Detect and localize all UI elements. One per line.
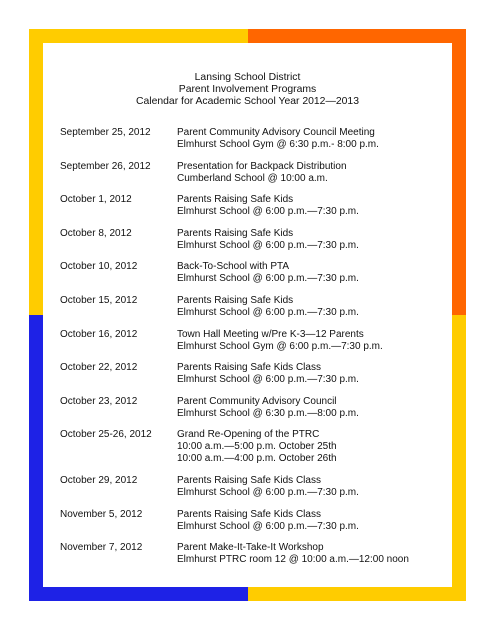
event-details — [177, 542, 409, 566]
event-row — [43, 127, 452, 161]
event-row — [43, 429, 452, 475]
event-date: October 29, 2012 — [60, 474, 138, 486]
border-top-left-yellow — [29, 29, 248, 43]
event-date: September 26, 2012 — [60, 160, 151, 172]
event-details — [177, 194, 359, 218]
event-location-time: Elmhurst School @ 6:00 p.m.—7:30 p.m. — [177, 374, 359, 386]
event-row — [43, 228, 452, 262]
event-row — [43, 295, 452, 329]
event-location-time: Elmhurst School @ 6:00 p.m.—7:30 p.m. — [177, 273, 359, 285]
event-date: October 15, 2012 — [60, 294, 138, 306]
event-row — [43, 194, 452, 228]
border-right-bottom-yellow — [452, 315, 466, 601]
event-details — [177, 261, 359, 285]
event-location-time: Cumberland School @ 10:00 a.m. — [177, 172, 328, 184]
event-location-time: Elmhurst School Gym @ 6:00 p.m.—7:30 p.m. — [177, 340, 383, 352]
event-row — [43, 261, 452, 295]
event-details — [177, 127, 379, 151]
event-details — [177, 475, 359, 499]
event-date: October 10, 2012 — [60, 261, 138, 273]
event-date: October 8, 2012 — [60, 227, 132, 239]
event-title: Presentation for Backpack Distribution — [177, 160, 347, 172]
event-date: October 1, 2012 — [60, 194, 132, 206]
document-header — [43, 72, 452, 109]
event-location-time: Elmhurst School @ 6:30 p.m.—8:00 p.m. — [177, 407, 359, 419]
event-row — [43, 329, 452, 363]
event-date: September 25, 2012 — [60, 127, 151, 138]
event-location-time: 10:00 a.m.—4:00 p.m. October 26th — [177, 453, 337, 465]
event-location-time: Elmhurst School @ 6:00 p.m.—7:30 p.m. — [177, 486, 359, 498]
event-row — [43, 542, 452, 576]
event-location-time: Elmhurst School @ 6:00 p.m.—7:30 p.m. — [177, 239, 359, 251]
border-left-top-yellow — [29, 29, 43, 315]
event-date: November 7, 2012 — [60, 542, 143, 554]
event-details — [177, 396, 359, 420]
event-row — [43, 161, 452, 195]
event-details — [177, 429, 337, 465]
event-date: November 5, 2012 — [60, 508, 143, 520]
event-row — [43, 509, 452, 543]
event-row — [43, 396, 452, 430]
event-details — [177, 509, 359, 533]
event-list — [43, 127, 452, 576]
event-title: Parent Community Advisory Council — [177, 395, 337, 407]
event-details — [177, 362, 359, 386]
event-title: Parents Raising Safe Kids — [177, 294, 294, 306]
event-title: Back-To-School with PTA — [177, 261, 290, 273]
event-details — [177, 329, 383, 353]
border-bottom-right-yellow — [248, 587, 466, 601]
event-details — [177, 161, 347, 185]
event-location-time: 10:00 a.m.—5:00 p.m. October 25th — [177, 441, 337, 453]
event-title: Parents Raising Safe Kids — [177, 227, 294, 239]
event-location-time: Elmhurst School @ 6:00 p.m.—7:30 p.m. — [177, 306, 359, 318]
border-bottom-left-blue — [29, 587, 248, 601]
event-details — [177, 295, 359, 319]
event-title: Grand Re-Opening of the PTRC — [177, 429, 320, 441]
event-row — [43, 362, 452, 396]
event-title: Town Hall Meeting w/Pre K-3—12 Parents — [177, 328, 364, 340]
event-date: October 16, 2012 — [60, 328, 138, 340]
event-location-time: Elmhurst School @ 6:00 p.m.—7:30 p.m. — [177, 206, 359, 218]
event-title: Parents Raising Safe Kids Class — [177, 474, 321, 486]
event-date: October 22, 2012 — [60, 362, 138, 374]
event-location-time: Elmhurst School @ 6:00 p.m.—7:30 p.m. — [177, 520, 359, 532]
border-right-top-orange — [452, 29, 466, 315]
border-left-bottom-blue — [29, 315, 43, 601]
document-page — [43, 43, 452, 587]
event-date: October 25-26, 2012 — [60, 429, 152, 441]
event-date: October 23, 2012 — [60, 395, 138, 407]
event-title: Parent Make-It-Take-It Workshop — [177, 542, 324, 554]
event-title: Parents Raising Safe Kids Class — [177, 508, 321, 520]
event-title: Parent Community Advisory Council Meeting — [177, 127, 375, 138]
calendar-title: Calendar for Academic School Year 2012—2013 — [136, 96, 359, 108]
district-name: Lansing School District — [194, 72, 301, 83]
event-title: Parents Raising Safe Kids — [177, 194, 294, 206]
event-title: Parents Raising Safe Kids Class — [177, 362, 321, 374]
event-row — [43, 475, 452, 509]
border-top-right-orange — [248, 29, 466, 43]
event-location-time: Elmhurst School Gym @ 6:30 p.m.- 8:00 p.m. — [177, 139, 379, 150]
program-name: Parent Involvement Programs — [178, 84, 317, 96]
event-location-time: Elmhurst PTRC room 12 @ 10:00 a.m.—12:00 noon — [177, 554, 409, 566]
event-details — [177, 228, 359, 252]
